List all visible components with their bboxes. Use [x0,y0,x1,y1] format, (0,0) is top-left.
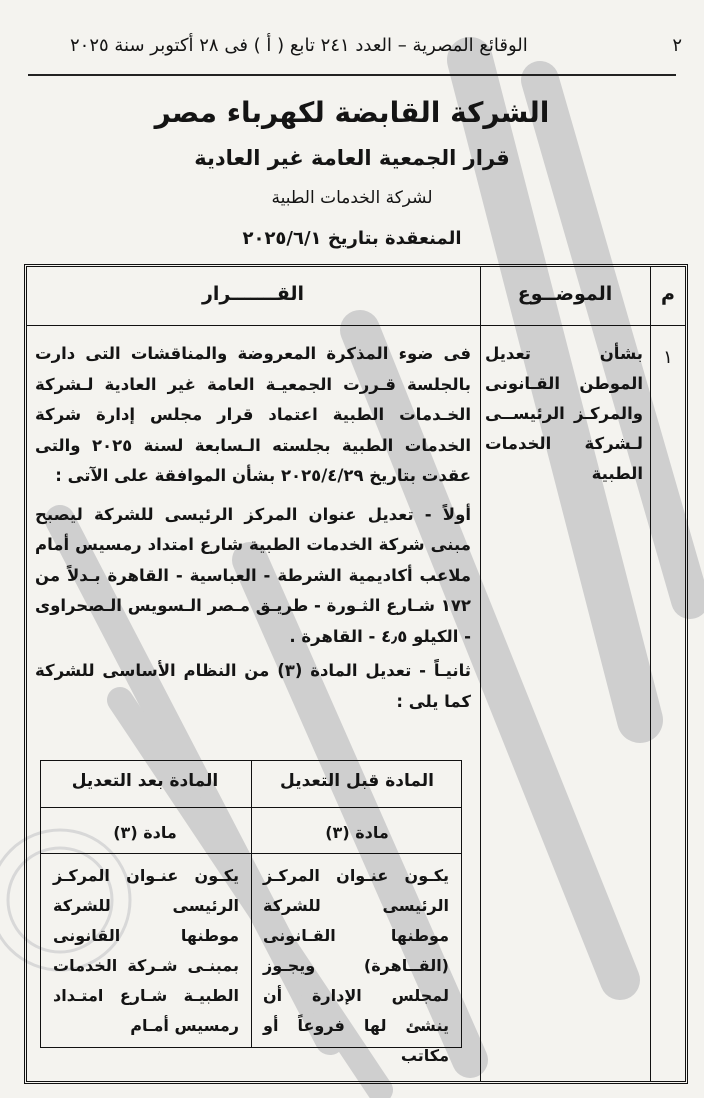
subject-column-header: الموضــوع [517,283,613,305]
second-item [35,656,471,717]
after-article-number: مادة (٣) [113,823,177,842]
header-row-divider [27,325,685,326]
second-item-text: - تعديل المادة (٣) من النظام الأساسى للشركة كما يلى : [35,661,471,711]
decision-intro: فى ضوء المذكرة المعروضة والمناقشات التى دارت بالجلسة قـررت الجمعيـة العامة غير العادية لـشركة الخـدمات الطبية اعتماد قرار مجلس إدارة شركة الخدمات الطبية بجلسته الـسابعة لسنة ٢٠٢٥ والتى عقدت بتاريخ ٢٠٢٥/٤/٢٩ بشأن الموافقة على الآتى : [35,344,472,485]
number-column-header: م [661,283,675,305]
decision-body [35,339,471,721]
first-item-text: - تعديل عنوان المركز الرئيسى للشركة ليصبح مبنى شركة الخدمات الطبية شارع امتداد رمسيس أمام ملاعب أكاديمية الشرطة - العباسية - القاهرة بـدلاً من ١٧٢ شـارع الثـورة - طريـق مـصر الـسويس الـصحراوى - الكيلو ٤٫٥ - القاهرة . [35,504,471,646]
second-item-lead: ثانيـاً [433,661,471,680]
article-comparison-table [40,760,462,1065]
meeting-date: المنعقدة بتاريخ ٢٠٢٥/٦/١ [242,228,462,249]
after-article-text: يكـون عنـوان المركـز الرئيسى للشركة موطنها القانونى بمبنـى شـركة الخدمات الطبيـة شـارع امتـداد رمسيس أمـام [53,866,239,1035]
first-item [35,500,471,653]
before-article-number: مادة (٣) [325,823,389,842]
decision-title: قرار الجمعية العامة غير العادية [194,146,510,170]
gazette-header [70,30,682,60]
column-divider [480,267,481,1081]
comparison-column-divider [251,761,252,1047]
decision-column-header: القـــــــرار [201,283,305,305]
first-item-lead: أولاً [442,504,471,524]
column-divider [650,267,651,1081]
comparison-article-divider [41,853,461,854]
header-rule [28,74,676,76]
row-number: ١ [663,347,673,368]
company-title: الشركة القابضة لكهرباء مصر [154,96,550,129]
company-subtitle: لشركة الخدمات الطبية [271,188,433,208]
before-amendment-header: المادة قبل التعديل [280,771,434,791]
issue-line: الوقائع المصرية – العدد ٢٤١ تابع ( أ ) فى ٢٨ أكتوبر سنة ٢٠٢٥ [70,34,528,56]
before-article-text: يكـون عنـوان المركـز الرئيسى للشركة موطنها القـانونى (القــاهرة) ويجـوز لمجلس الإدارة أن ينشئ لها فروعاً أو مكاتب [263,866,449,1065]
comparison-header-divider [41,807,461,808]
page-number: ٢ [672,34,682,56]
after-amendment-header: المادة بعد التعديل [71,771,219,791]
subject-text: بشأن تعديل الموطن القـانونى والمركـز الرئيســى لـشركة الخدمات الطبية [485,344,643,483]
